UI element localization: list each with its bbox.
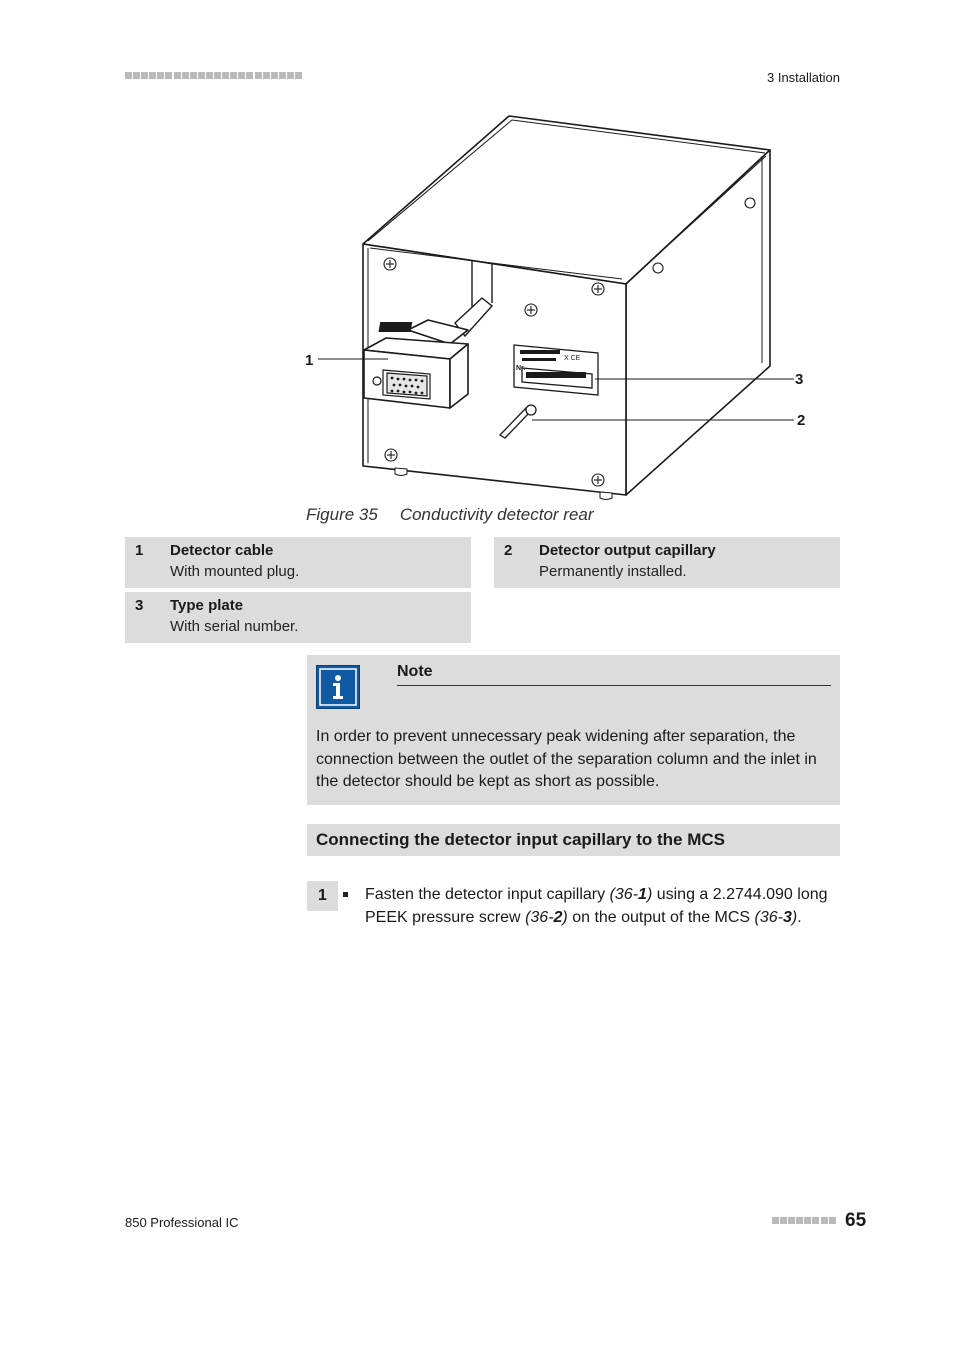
callout-3: 3	[795, 371, 804, 388]
legend-title: Detector cable	[170, 542, 274, 559]
callout-2: 2	[797, 412, 806, 429]
section-heading	[307, 824, 840, 856]
svg-text:Nr.: Nr.	[516, 365, 526, 372]
note-divider	[397, 685, 831, 686]
header-decoration	[125, 72, 302, 79]
detector-rear-figure	[300, 108, 820, 506]
legend-title: Type plate	[170, 597, 244, 614]
legend-item	[125, 592, 471, 643]
svg-text:X CE: X CE	[564, 355, 581, 362]
note-text: In order to prevent unnecessary peak widening after separation, the connection between the outlet of the separation column and the inlet in the detector should be kept as short as possible.	[316, 728, 817, 790]
callout-1: 1	[305, 352, 314, 369]
legend-number: 1	[135, 542, 144, 559]
bullet-icon	[343, 892, 348, 897]
figure-title: Conductivity detector rear	[399, 505, 594, 524]
footer-decoration	[772, 1217, 836, 1224]
legend-item	[125, 537, 471, 588]
step-number: 1	[307, 881, 338, 911]
page-number: 65	[845, 1210, 867, 1231]
note-title: Note	[397, 663, 433, 680]
legend-description: With mounted plug.	[170, 563, 300, 580]
note-box	[307, 655, 840, 805]
step-text: Fasten the detector input capillary (36-1) using a 2.2744.090 long PEEK pressure screw (36-2) on the output of the MCS (36-3).	[365, 886, 828, 926]
legend-description: With serial number.	[170, 618, 299, 635]
figure-number: Figure 35	[306, 505, 378, 524]
legend-item	[494, 537, 840, 588]
legend-number: 3	[135, 597, 144, 614]
footer-product: 850 Professional IC	[125, 1215, 239, 1230]
chapter-title: 3 Installation	[767, 70, 840, 85]
info-icon	[316, 665, 360, 709]
figure-caption	[306, 505, 594, 525]
legend-number: 2	[504, 542, 513, 559]
section-title: Connecting the detector input capillary to the MCS	[316, 830, 725, 849]
legend-description: Permanently installed.	[539, 563, 687, 580]
legend-title: Detector output capillary	[539, 542, 716, 559]
